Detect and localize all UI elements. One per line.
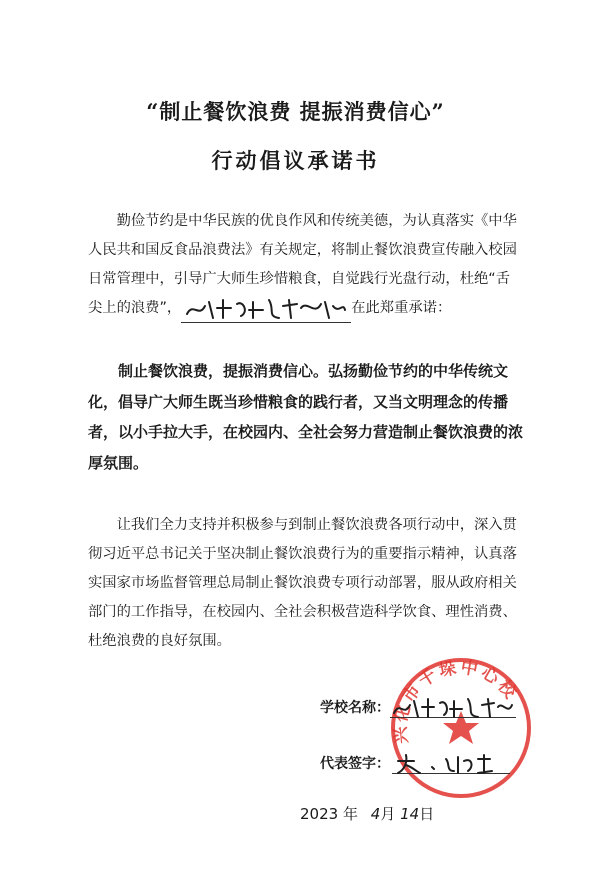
- title-line-1: “制止餐饮浪费 提振消费信心”: [146, 99, 445, 124]
- seal-text: 兴化市千垛中心校: [390, 657, 522, 745]
- intro-text-end: 在此郑重承诺：: [351, 300, 452, 316]
- representative-label: 代表签字：: [320, 756, 390, 772]
- handwritten-school-name-inline: [181, 300, 351, 323]
- date-month-char: 月: [380, 805, 396, 823]
- date-month: 4: [370, 805, 381, 823]
- paragraph-action: 让我们全力支持并积极参与到制止餐饮浪费各项行动中，深入贯彻习近平总书记关于坚决制止餐饮浪费行为的重要指示精神，认真落实国家市场监督管理总局制止餐饮浪费专项行动部署，服从政府相关部门的工作指导，在校园内、全社会积极营造科学饮食、理性消费、杜绝浪费的良好氛围。: [88, 517, 517, 649]
- official-seal: [386, 653, 536, 803]
- representative-row: [320, 753, 390, 773]
- date-row: [300, 803, 434, 824]
- paragraph-commitment: 制止餐饮浪费，提振消费信心。弘扬勤俭节约的中华传统文化，倡导广大师生既当珍惜粮食的践行者，又当文明理念的传播者，以小手拉大手，在校园内、全社会努力营造制止餐饮浪费的浓厚氛围。: [88, 362, 524, 472]
- school-name-label: 学校名称：: [320, 700, 390, 716]
- school-name-handwriting: [390, 697, 516, 721]
- signature-line: [392, 753, 510, 774]
- school-name-row: [320, 697, 390, 717]
- date-day-char: 日: [419, 805, 435, 823]
- date-day: 14: [400, 805, 420, 823]
- handwriting-scribble: [183, 296, 349, 322]
- title-line-2: 行动倡议承诺书: [211, 148, 380, 173]
- signature-handwriting-icon: [392, 753, 510, 777]
- intro-text: 勤俭节约是中华民族的优良作风和传统美德，为认真落实《中华人民共和国反食品浪费法》有关规定，将制止餐饮浪费宣传融入校园日常管理中，引导广大师生珍惜粮食，自觉践行光盘行动，杜绝“舌尖上的浪费”，: [88, 213, 517, 316]
- date-year-char: 年: [342, 805, 358, 823]
- paragraph-intro: [88, 207, 524, 323]
- date-year: 2023: [300, 805, 339, 823]
- school-name-line: [390, 697, 516, 718]
